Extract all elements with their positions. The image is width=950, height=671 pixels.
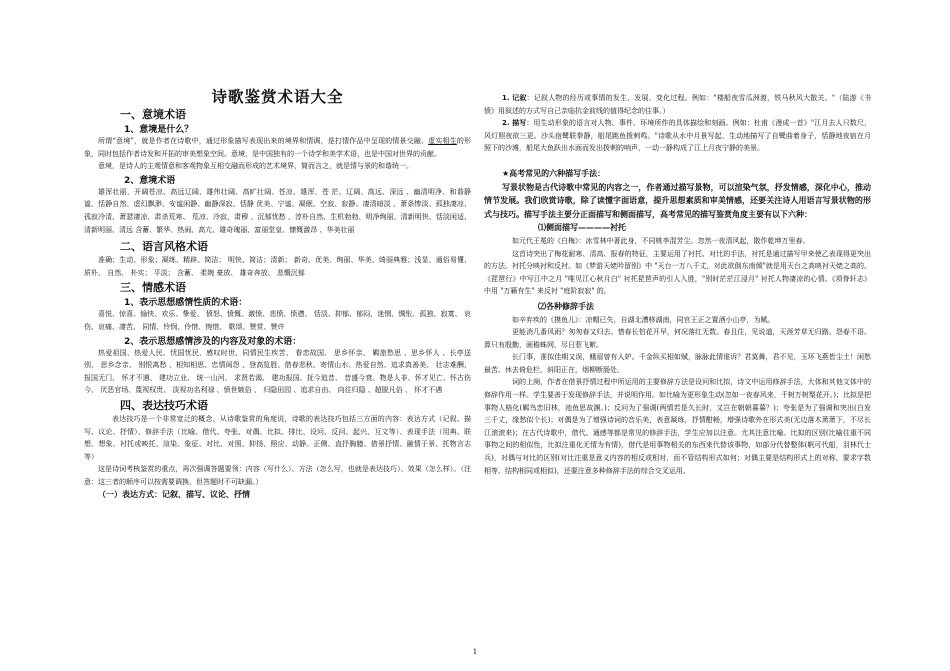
imagery-terms-paragraph: 雄浑壮丽、开阔苍凉、高远辽阔、雄伟壮阔、高旷壮阔、苍凉、雄浑、苍 茫、辽阔、高远、深远 、幽清明净、和谐静谧、恬静自然、虚幻飘渺、安谧闲静、幽静深寂、恬静 优美、宁谧、凝眠、空寂、寂静、凄清暗淡 、萧条惨淡、孤独凄凉、孤寂冷清、萧瑟凄凉、肃杀荒寒、 荒凉、冷寂、肃穆 、沉郁忧愁 、淳朴自然、生机勃勃、明净绚丽、清新明快、恬淡闲适、清新明丽、清远 含蓄、繁华、热闹、高亢、雄奇瑰丽、富丽堂皇、慷慨激昂 、华美壮丽 — [84, 187, 471, 234]
right-flow — [484, 92, 871, 477]
language-style-paragraph: 准确；生动、形象；凝练、精辟、简洁； 明快、简洁；清新； 新奇、优美、绚丽、华美、绮丽典雅；浅显、通俗易懂、 质朴、 自然、 朴实； 平淡； 含蓄、 柔婉 豪放、 雄奇奔放、 悲慨沉郁 — [84, 256, 471, 277]
subheading-emotion-content: 2、表示思想感情涉及的内容及对象的术语： — [124, 336, 302, 347]
emotion-nature-paragraph: 喜悦、惊喜、愉快、欢乐、挚爱、 愤怒、愤慨、激愤、悲愤、愤懑、 恬淡、抑郁、郁闷、迷惘、惆怅、孤独、寂寞、 哀伤、哀痛、凄苦、 同情、怜悯、伶惜、惋惜、 歌颂、赞赏、赞许 — [84, 310, 471, 331]
subheading-side-description: ⑴侧面描写————衬托 — [538, 223, 626, 233]
answering-tips-paragraph: 这是诗词考核鉴赏的重点，再次强调答题要领：内容（写什么）、方法（怎么写，也就是表达技巧）、效果（怎么样）。（注意：这三者的顺序可以按需要调换，但答题时不可缺漏。） — [84, 465, 471, 486]
six-methods-heading: ★高考常见的六种描写手法： — [502, 168, 606, 178]
left-flow — [84, 106, 471, 500]
text-run: ：记叙人物的经历或事情的发生、发展、变化过程。例如："楼船夜雪瓜洲渡，铁马秋风大散关。"（陆游《书愤》用叙述的方式写自己亲临抗金前线的值得纪念的往事。） — [484, 94, 871, 115]
baimei-poem: 如元代王冕的《白梅》：冰雪林中著此身，不同桃李混芳尘。忽然一夜清风起，散作乾坤万里春。 — [512, 236, 810, 245]
moyuer-stanza-1: 更能消几番风雨？匆匆春又归去。惜春长怕花开早，何况落红无数。春且住，见说道，天涯芳草无归路。怨春不语。算只有殷勤，画檐蛛网，尽日惹飞絮。 — [484, 328, 871, 349]
section-heading-emotion: 三、情感术语 — [120, 281, 186, 295]
techniques-paragraph: 表达技巧是一个非常宽泛的概念，从诗歌鉴赏的角度说，诗歌的表达技巧包括三方面的内容：表达方式（记叙、描写、议论、抒情）、修辞手法（比喻、借代、夸张、对偶、比拟、排比、设问、反问、起兴、互文等）、表现手法（用典、联想、想象、衬托或映托、渲染、象征、对比、对照、抑扬、照应、动静、正侧、直抒胸臆、借景抒情、融情于景、托物言志等） — [84, 414, 471, 461]
text-run: 的形象，同时包括作者诗发和开拓的审美想象空间。意境，是中国独有的一个诗学和美学术语，也是中国对世界的贡献。 — [84, 137, 472, 158]
moyuer-intro: 如辛弃疾的《摸鱼儿》：凉帽已失，自湖北漕移湖南，同官王正之置酒小山亭，为赋。 — [512, 315, 775, 324]
document-title: 诗歌鉴赏术语大全 — [211, 88, 344, 106]
underlined-term: 虚实相生 — [428, 137, 457, 145]
subheading-what-is-imagery: 1、意境是什么？ — [124, 125, 194, 135]
moyuer-stanza-2: 长门事，准拟佳期又误，蛾眉曾有人妒。千金纵买相如赋，脉脉此情谁诉？君莫舞，君不见，玉环飞燕皆尘土！闲愁最苦。休去倚危栏，斜阳正在，烟柳断肠处。 — [484, 353, 871, 374]
rhetoric-explanation: 词的上阕，作者在借景抒情过程中所运用的主要修辞方法是设问和比拟，诗文中运用修辞手法，大体和其他文体中的修辞作用一样。学生要善于发现修辞手法，并说明作用。如比喻为更形象生动(忽如一夜春风来，千树万树梨花开。)；比拟是把事物人格化(羁鸟恋旧林，池鱼思故渊。)；反问为了强调(两情若是久长时，又岂在朝朝暮暮？)；夸张是为了强调和突出(白发三千丈，缘愁似个长)；对偶是为了增强诗词的音乐美，表意凝练，抒情酣畅，增强诗歌外在形式美(无边落木萧萧下，不尽长江滚滚来)；在古代诗歌中，借代、通感等都是常见的修辞手法，学生应加以注意。尤其注意比喻、比拟的区别(比喻往重不同事物之间的相似性，比拟注重化无情为有情)，借代是用事物相关的东西来代替该事物，如部分代替整体(帆可代船，羽林代士兵)，对偶与对比的区别(对比注重是意义内容的相反或相对，而不管结构形式如何；对偶主要是结构形式上的对称，要求字数相等、结构相同或相似)，还要注意多种修辞手法的综合交叉运用。 — [484, 378, 871, 475]
section-heading-language-style: 二、语言风格术语 — [120, 240, 208, 254]
text-run: ：用生动形象的语言对人物、事件、环境所作的具体描绘和刻画。例如：杜甫《漫成一首》"江月去人只数尺，风灯照夜欲三更。沙头宿鹭联拳静，船尾跳鱼拨剌鸣。"诗歌从水中月景写起，生动地描写了自鹭曲着身子，恬静地夜宿在月照下的沙滩，船尾大鱼跃出水面而发出拨剌的响声，一动一静构成了江上月夜宁静的美景。 — [484, 119, 872, 153]
six-methods-intro: 写景状物是古代诗歌中常见的内容之一，作者通过描写景物，可以渲染气氛，抒发情感，深化中心，推动情节发展。我们欣赏诗歌，除了读懂字面语意，提升思想素质和审美情感，还要关注诗人用语言写景状物的形式与技巧。描写手法主要分正面描写和侧面描写，高考常见的描写鉴赏角度主要有以下六种： — [484, 182, 871, 219]
subheading-rhetoric: ⑵各种修辞手法 — [538, 301, 594, 311]
subheading-emotion-nature: 1、表示思想感情性质的术语： — [124, 298, 248, 309]
subheading-imagery-terms: 2、意境术语 — [124, 175, 176, 186]
imagery-summary-paragraph: 意境，是诗人的主观情意和客观物象互相交融而形成的艺术境界，简而言之，就是情与景的和谐统一。 — [98, 162, 413, 171]
emotion-content-paragraph: 热爱祖国、热爱人民、忧国忧民、感叹时世、同情民生疾苦、 眷恋故国、 思乡怀亲、 羁旅愁思 、思乡怀人 、长亭送别、 思乡念亲、 别恨离愁 、相知相思、忠情闺怨 、登高览胜、借春悲秋、寄情山水、热爱自然、追求真善美、 壮志难酬、 报国无门、 怀才不遇、 建功立业、 统一山河、 求贤若渴、 建功报国、抚今追昔、 昔盛今衰、物是人非、怀才见亡、怀古伤今、 厌恶官场、蔑视权贵、 淡视功名利禄 、愤世嫉俗 、 归隐田园 、追求自由、 向往归隐 、超脱凡俗 、 怀才不遇 — [84, 348, 471, 395]
contrast-explanation: 这首诗突出了梅花耐寒、清高、报春的特征，主要运用了衬托、对比的手法，衬托是通过描写甲来使乙表现得更突出的方法。衬托分映衬和反衬。如《梦游天姥吟留别》中 "天台一万八千丈，对此欲倒东南倾"就是用天台之高映衬天姥之高的。《琵琶行》中写江中之月 "唯见江心秋月白" 衬托琵琶声的引人入胜，"别时茫茫江浸月" 衬托人物凄凉的心情。《项脊轩志》中用 "万籁有生" 来反衬 "庭阶寂寂" 的。 — [484, 249, 871, 296]
narration-paragraph — [484, 92, 871, 117]
description-paragraph — [484, 117, 871, 155]
section-heading-imagery: 一、意境术语 — [120, 108, 186, 121]
term-description: 2. 描写 — [502, 119, 527, 128]
subheading-expression-modes: （一）表达方式：记叙、描写、议论、抒情 — [98, 490, 250, 500]
page-number: 1 — [472, 648, 478, 656]
term-narration: 1. 记叙 — [502, 94, 527, 102]
section-heading-techniques: 四、表达技巧术语 — [120, 398, 208, 412]
imagery-definition-paragraph — [84, 135, 471, 160]
text-run: 所谓“意境”，就是作者在诗歌中，通过形象描写表现出来的境界和情调，是打情作品中呈现的情景交融、 — [98, 137, 429, 145]
